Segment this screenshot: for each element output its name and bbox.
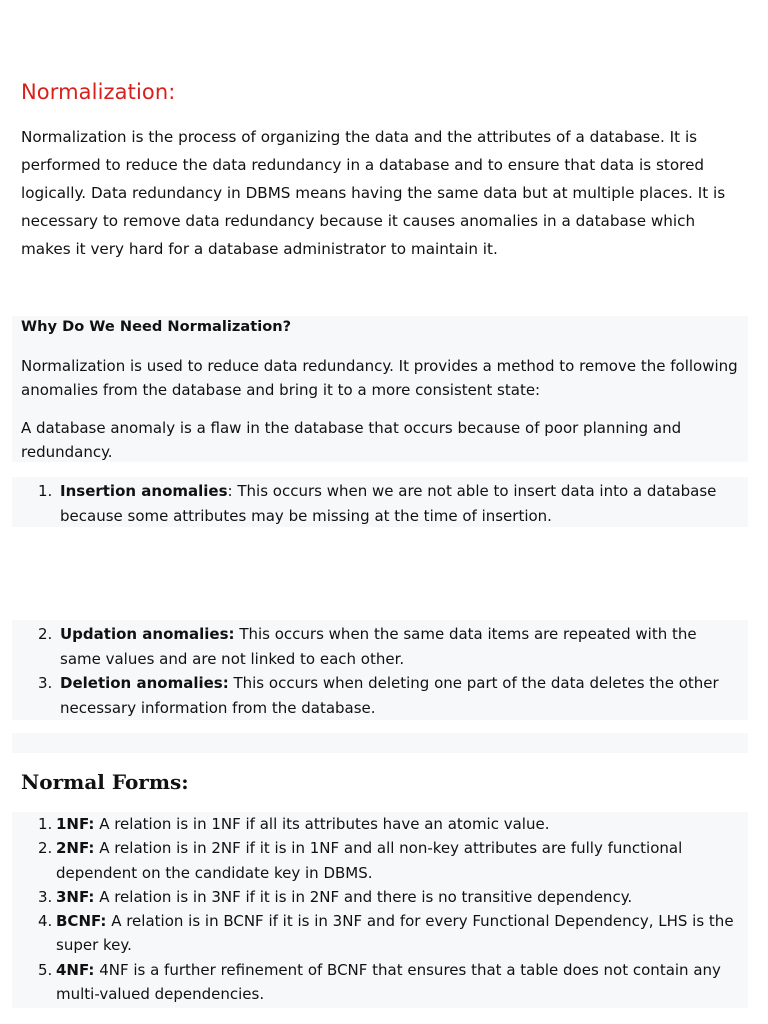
term-separator: : <box>227 482 233 500</box>
term-bcnf: BCNF: <box>56 912 107 931</box>
normal-forms-title: Normal Forms: <box>21 770 189 794</box>
list-number: 4. <box>38 912 53 931</box>
item-text: A relation is in BCNF if it is in 3NF and for every Functional Dependency, LHS is the super key. <box>56 912 734 955</box>
term-deletion: Deletion anomalies: <box>60 674 229 692</box>
shaded-panel-spacer <box>12 733 748 753</box>
term-4nf: 4NF: <box>56 960 95 979</box>
list-number: 5. <box>38 960 53 979</box>
why-title: Why Do We Need Normalization? <box>21 318 292 335</box>
normalization-heading: Normalization: <box>21 80 176 104</box>
why-paragraph-1: Normalization is used to reduce data redundancy. It provides a method to remove the following anomalies from the database and bring it to a more consistent state: <box>21 357 738 399</box>
list-item-4nf <box>38 958 738 1007</box>
term-updation: Updation anomalies: <box>60 625 235 643</box>
term-1nf: 1NF: <box>56 815 95 833</box>
anomaly-list-1 <box>38 479 738 528</box>
item-text: This occurs when the same data items are repeated with the same values and are not linked to each other. <box>60 625 697 668</box>
list-item-updation <box>38 622 738 671</box>
intro-paragraph: Normalization is the process of organizing the data and the attributes of a database. It is performed to reduce the data redundancy in a database and to ensure that data is stored logically. Data redundancy in DBMS means having the same data but at multiple places. It is necessary to remove data redundancy because it causes anomalies in a database which makes it very hard for a database administrator to maintain it. <box>21 128 726 258</box>
why-paragraph-2: A database anomaly is a flaw in the database that occurs because of poor planning and redundancy. <box>21 419 682 461</box>
list-number: 3. <box>38 887 53 906</box>
term-insertion: Insertion anomalies <box>60 482 228 500</box>
list-item-insertion <box>38 479 738 528</box>
item-text: This occurs when deleting one part of the data deletes the other necessary information from the database. <box>60 674 719 717</box>
list-number: 2. <box>38 625 53 643</box>
list-number: 1. <box>38 482 53 500</box>
list-item-deletion <box>38 671 738 720</box>
normal-forms-list <box>38 812 738 1006</box>
list-item-1nf <box>38 812 738 836</box>
list-number: 1. <box>38 815 53 833</box>
list-number: 3. <box>38 674 53 692</box>
item-text: 4NF is a further refinement of BCNF that ensures that a table does not contain any multi-valued dependencies. <box>56 960 721 1004</box>
list-number: 2. <box>38 839 53 858</box>
list-item-2nf <box>38 836 738 885</box>
item-text: A relation is in 1NF if all its attributes have an atomic value. <box>94 815 550 833</box>
term-2nf: 2NF: <box>56 839 95 858</box>
anomaly-list-2 <box>38 622 738 720</box>
item-text: This occurs when we are not able to insert data into a database because some attributes may be missing at the time of insertion. <box>60 482 717 525</box>
list-item-3nf <box>38 885 738 909</box>
item-text: A relation is in 3NF if it is in 2NF and there is no transitive dependency. <box>94 887 633 906</box>
term-3nf: 3NF: <box>56 887 95 906</box>
item-text: A relation is in 2NF if it is in 1NF and all non-key attributes are fully functional dependent on the candidate key in DBMS. <box>56 839 683 882</box>
list-item-bcnf <box>38 909 738 958</box>
